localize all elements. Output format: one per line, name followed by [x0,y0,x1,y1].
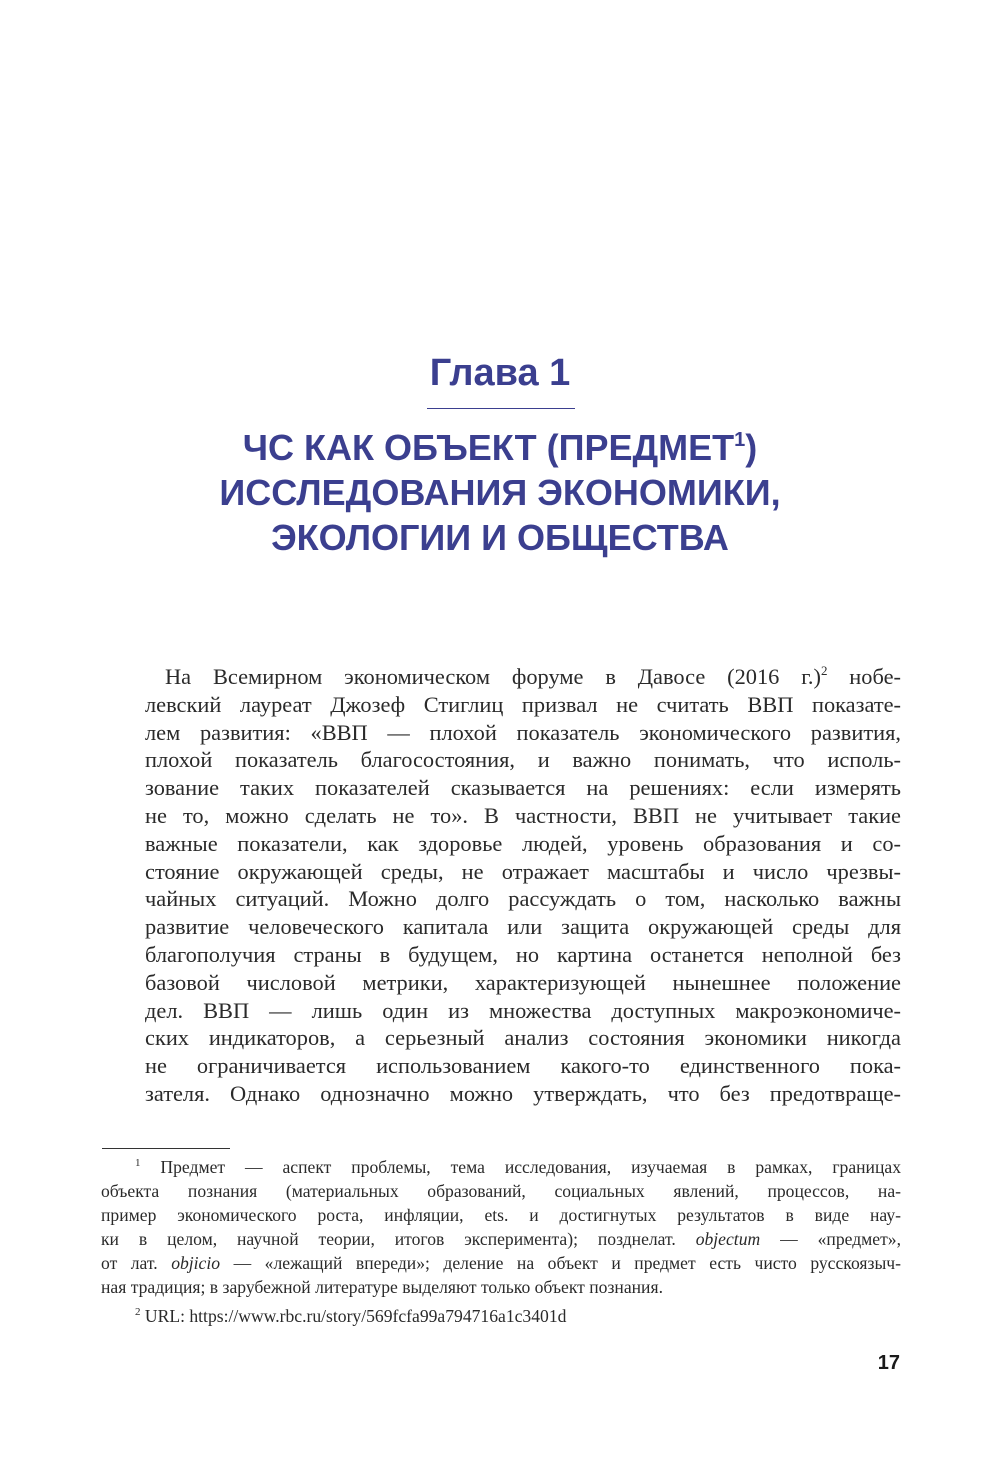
body-line: плохой показатель благосостояния, и важно понимать, что исполь- [145,747,901,773]
latin-term: objicio [171,1253,221,1273]
chapter-title [100,425,900,560]
body-line: не ограничивается использованием какого-то единственного пока- [145,1053,901,1079]
footnote-line: пример экономического роста, инфляции, ets. и достигнутых результатов в виде нау- [101,1205,901,1225]
body-line: лем развития: «ВВП — плохой показатель экономического развития, [145,719,901,745]
footnote-line-text: — «предмет», [760,1229,901,1249]
footnote-line [101,1227,901,1251]
footnote-line [101,1155,901,1179]
body-line: развитие человеческого капитала или защита окружающей среды для [145,914,901,940]
body-line: благополучия страны в будущем, но картина останется неполной без [145,941,901,967]
footnote-number: 2 [135,1306,141,1318]
footnote-line [101,1251,901,1275]
chapter-title-line-text: ЧС КАК ОБЪЕКТ (ПРЕДМЕТ [242,427,735,468]
body-line-text: нобе- [827,664,901,689]
body-line: дел. ВВП — лишь один из множества доступных макроэкономиче- [145,997,901,1023]
footnote-ref[interactable]: 2 [820,663,828,678]
body-line: зование таких показателей сказывается на решениях: если измерять [145,775,901,801]
footnote-number: 1 [135,1157,141,1169]
page-number: 17 [877,1352,900,1374]
body-line: не то, можно сделать не то». В частности, ВВП не учитывает такие [145,802,901,828]
chapter-title-line-tail: ) [745,427,758,468]
footnote-2 [101,1304,901,1328]
body-line: чайных ситуаций. Можно долго рассуждать о том, насколько важны [145,886,901,912]
footnote-ref[interactable]: 1 [734,429,746,451]
footnote-line-text: ки в целом, научной теории, итогов эксперимента); позднелат. [101,1229,696,1249]
latin-term: objectum [695,1229,761,1249]
chapter-title-line: ЭКОЛОГИИ И ОБЩЕСТВА [271,517,729,558]
body-text [145,663,901,1108]
footnote-line-text: Предмет — аспект проблемы, тема исследования, изучаемая в рамках, границах [140,1157,901,1177]
chapter-title-line [100,425,900,470]
body-line: левский лауреат Джозеф Стиглиц призвал не считать ВВП показате- [145,691,901,717]
body-line: ских индикаторов, а серьезный анализ состояния экономики никогда [145,1025,901,1051]
footnote-url[interactable]: URL: https://www.rbc.ru/story/569fcfa99a794716a1c3401d [140,1306,567,1326]
footnote-line-text: от лат. [101,1253,172,1273]
footnote-line-text: — «лежащий впереди»; деление на объект и предмет есть чисто русскоязыч- [220,1253,901,1273]
chapter-title-line: ИССЛЕДОВАНИЯ ЭКОНОМИКИ, [219,472,781,513]
body-line [145,663,901,691]
footnotes [101,1155,901,1328]
footnote-line: ная традиция; в зарубежной литературе выделяют только объект познания. [101,1277,663,1297]
body-line: зателя. Однако однозначно можно утверждать, что без предотвраще- [145,1080,901,1106]
body-line: важные показатели, как здоровье людей, уровень образования и со- [145,830,901,856]
footnote-1 [101,1155,901,1299]
body-line: стояние окружающей среды, не отражает масштабы и число чрезвы- [145,858,901,884]
footnote-rule [102,1148,230,1149]
chapter-rule [427,408,575,409]
footnote-line: объекта познания (материальных образований, социальных явлений, процессов, на- [101,1181,901,1201]
body-line-text: На Всемирном экономическом форуме в Давосе (2016 г.) [165,664,821,689]
chapter-label: Глава 1 [429,352,571,394]
body-line: базовой числовой метрики, характеризующей нынешнее положение [145,969,901,995]
